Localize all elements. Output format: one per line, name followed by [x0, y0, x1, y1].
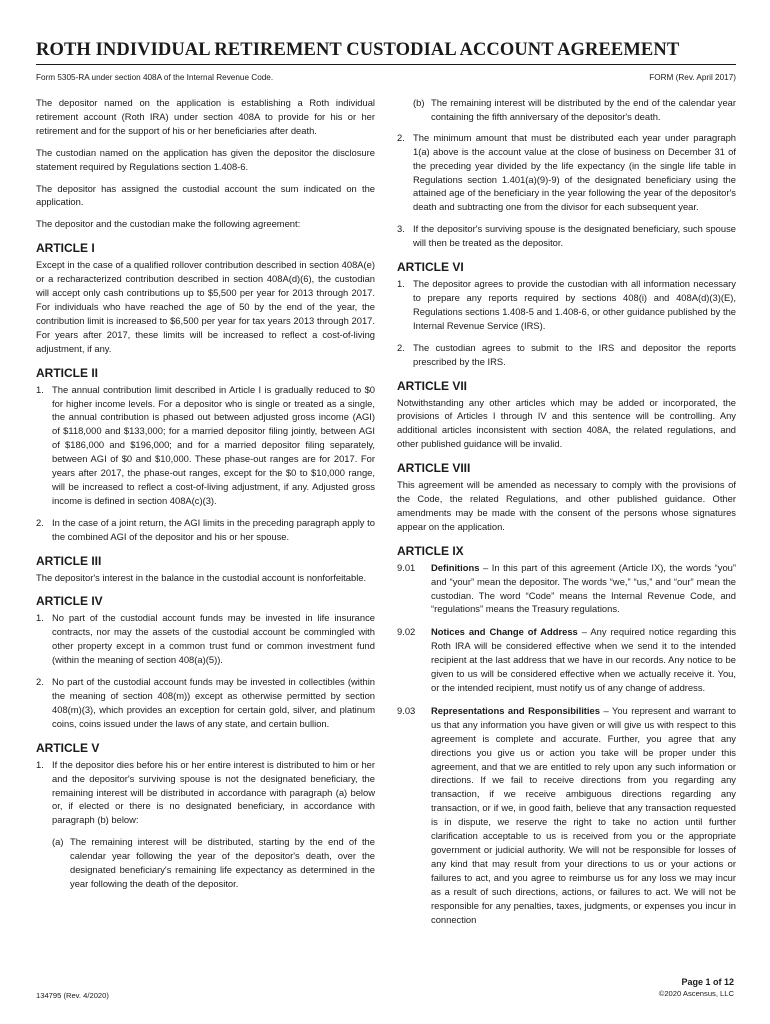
intro-paragraph: The depositor and the custodian make the following agreement:: [36, 218, 301, 230]
article-1-heading: ARTICLE I: [36, 241, 95, 256]
intro-paragraph: The custodian named on the application has given the depositor the disclosure statement required by Regulations section 1.408-6.: [36, 146, 375, 172]
article-8-text: This agreement will be amended as necessary to comply with the provisions of the Code, the related Regulations, and other published guidance. Other amendments may be made with the consent of the persons whose signatures appear on the application.: [397, 479, 736, 532]
form-reference: Form 5305-RA under section 408A of the Internal Revenue Code.: [36, 73, 274, 82]
article-4-item: 1. No part of the custodial account funds may be invested in life insurance contracts, nor may the assets of the custodial account be commingled with other property except in a common trust fund or common investment fund (within the meaning of section 408(a)(5)).: [36, 612, 375, 666]
article-9-section: 9.03 Representations and Responsibilities – You represent and warrant to us that any information you have given or will give us with respect to this agreement is complete and accurate. Further, you agree that any directions you give us or action you take will be proper under this agreement, and that we are entitled to rely upon any such information or directions. If we fail to receive directions from you regarding any transaction, if we receive ambiguous directions regarding any transaction, or if we, in good faith, believe that any transaction requested is in dispute, we reserve the right to take no action until further clarification acceptable to us is received from you or the appropriate government or judicial authority. We will not be responsible for losses of any kind that may result from your directions to us or your actions or failures to act, and you agree to reimburse us for any loss we may incur as a result of such directions, actions, or failures to act. We will not be responsible for any penalties, taxes, judgments, or expenses you incur in connection: [397, 704, 736, 925]
article-6-heading: ARTICLE VI: [397, 260, 464, 275]
form-subheader: [36, 73, 736, 82]
article-4-item: 2. No part of the custodial account funds may be invested in collectibles (within the meaning of section 408(m)) except as otherwise permitted by section 408(m)(3), which provides an exception for certain gold, silver, and platinum coins, coins issued under the laws of any state, and certain bullion.: [36, 676, 375, 729]
article-2-item: 2. In the case of a joint return, the AGI limits in the preceding paragraph apply to the combined AGI of the depositor and his or her spouse.: [36, 516, 375, 542]
document-page: [36, 40, 736, 935]
article-6-item: 1. The depositor agrees to provide the custodian with all information necessary to prepare any reports required by sections 408(i) and 408A(d)(3)(E), Regulations sections 1.408-5 and 1.408-6, or other guidance published by the Internal Revenue Service (IRS).: [397, 278, 736, 331]
page-number: Page 1 of 12: [681, 977, 734, 987]
article-2-heading: ARTICLE II: [36, 365, 98, 380]
right-column: [397, 96, 736, 935]
copyright-notice: ©2020 Ascensus, LLC: [658, 989, 734, 998]
article-9-section: 9.02 Notices and Change of Address – Any required notice regarding this Roth IRA will be considered effective when we send it to the intended recipient at the last address that we have in our records. Any notice to be given to us will be considered effective when we actually receive it. You, or the intended recipient, must notify us of any change of address.: [397, 626, 737, 693]
article-5-item: 3. If the depositor's surviving spouse is the designated beneficiary, such spouse will then be treated as the depositor.: [397, 223, 736, 249]
article-3-heading: ARTICLE III: [36, 553, 102, 568]
article-5-item: 2. The minimum amount that must be distributed each year under paragraph 1(a) above is the account value at the close of business on December 31 of the preceding year divided by the life expectancy (in the single life table in Regulations section 1.401(a)(9)-9) of the designated beneficiary using the attained age of the beneficiary in the year following the year of the depositor's death and subtracting one from the divisor for each subsequent year.: [397, 131, 736, 213]
article-2-item: 1. The annual contribution limit described in Article I is gradually reduced to $0 for higher income levels. For a depositor who is single or treated as a single, the annual contribution is phased out between adjusted gross income (AGI) of $118,000 and $133,000; for a married depositor filing jointly, between AGI of $186,000 and $196,000; and for a married depositor filing separately, between AGI of $0 and $10,000. These phase-out ranges are for 2017. For years after 2017, the phase-out ranges, except for the $0 to $10,000 range, will be increased to reflect a cost-of-living adjustment, if any. Adjusted gross income is defined in section 408A(c)(3).: [36, 383, 375, 506]
article-9-section: 9.01 Definitions – In this part of this agreement (Article IX), the words “you” and “your” mean the depositor. The words “we,” “us,” and “our” mean the custodian. The word “Code” means the Internal Revenue Code, and “regulations” means the Treasury regulations.: [397, 561, 736, 615]
form-revision: FORM (Rev. April 2017): [649, 73, 736, 82]
article-5-subitem-b: (b) The remaining interest will be distributed by the end of the calendar year containing the fifth anniversary of the depositor's death.: [413, 97, 736, 122]
page-number-block: [659, 977, 734, 998]
article-5-item: 1. If the depositor dies before his or her entire interest is distributed to him or her and the depositor's surviving spouse is not the designated beneficiary, the remaining interest will be distributed in accordance with paragraph (a) below or, if elected or there is no designated beneficiary, in accordance with paragraph (b) below:: [36, 758, 375, 826]
article-6-item: 2. The custodian agrees to submit to the IRS and depositor the reports prescribed by the IRS.: [397, 341, 736, 367]
article-1-text: Except in the case of a qualified rollover contribution described in section 408A(e) or a recharacterized contribution described in section 408A(d)(6), the custodian will accept only cash contributions up to $5,500 per year for 2013 through 2017. For individuals who have reached the age of 50 by the end of the year, the contribution limit is increased to $6,500 per year for tax years 2013 through 2017. For years after 2017, these limits will be increased to reflect a cost-of-living adjustment, if any.: [36, 259, 375, 354]
document-title: ROTH INDIVIDUAL RETIREMENT CUSTODIAL ACCOUNT AGREEMENT: [36, 40, 736, 65]
intro-paragraph: The depositor named on the application is establishing a Roth individual retirement account (Roth IRA) under section 408A to provide for his or her retirement and for the support of his or her beneficiaries after death.: [36, 97, 375, 136]
article-7-text: Notwithstanding any other articles which may be added or incorporated, the provisions of Articles I through IV and this sentence will be controlling. Any additional articles inconsistent with section 408A, the related regulations, and other published guidance will be invalid.: [397, 396, 736, 450]
article-5-subitem-a: (a) The remaining interest will be distributed, starting by the end of the calendar year following the year of the depositor's death, over the designated beneficiary's remaining life expectancy as determined in the year following the death of the depositor.: [52, 836, 375, 889]
left-column: [36, 96, 375, 935]
document-id: 134795 (Rev. 4/2020): [36, 991, 109, 1000]
article-7-heading: ARTICLE VII: [397, 378, 468, 393]
article-9-heading: ARTICLE IX: [397, 543, 464, 558]
article-5-heading: ARTICLE V: [36, 740, 100, 755]
article-3-text: The depositor's interest in the balance in the custodial account is nonforfeitable.: [36, 571, 367, 583]
intro-paragraph: The depositor has assigned the custodial account the sum indicated on the application.: [36, 182, 375, 208]
article-8-heading: ARTICLE VIII: [397, 461, 471, 476]
article-4-heading: ARTICLE IV: [36, 594, 103, 609]
